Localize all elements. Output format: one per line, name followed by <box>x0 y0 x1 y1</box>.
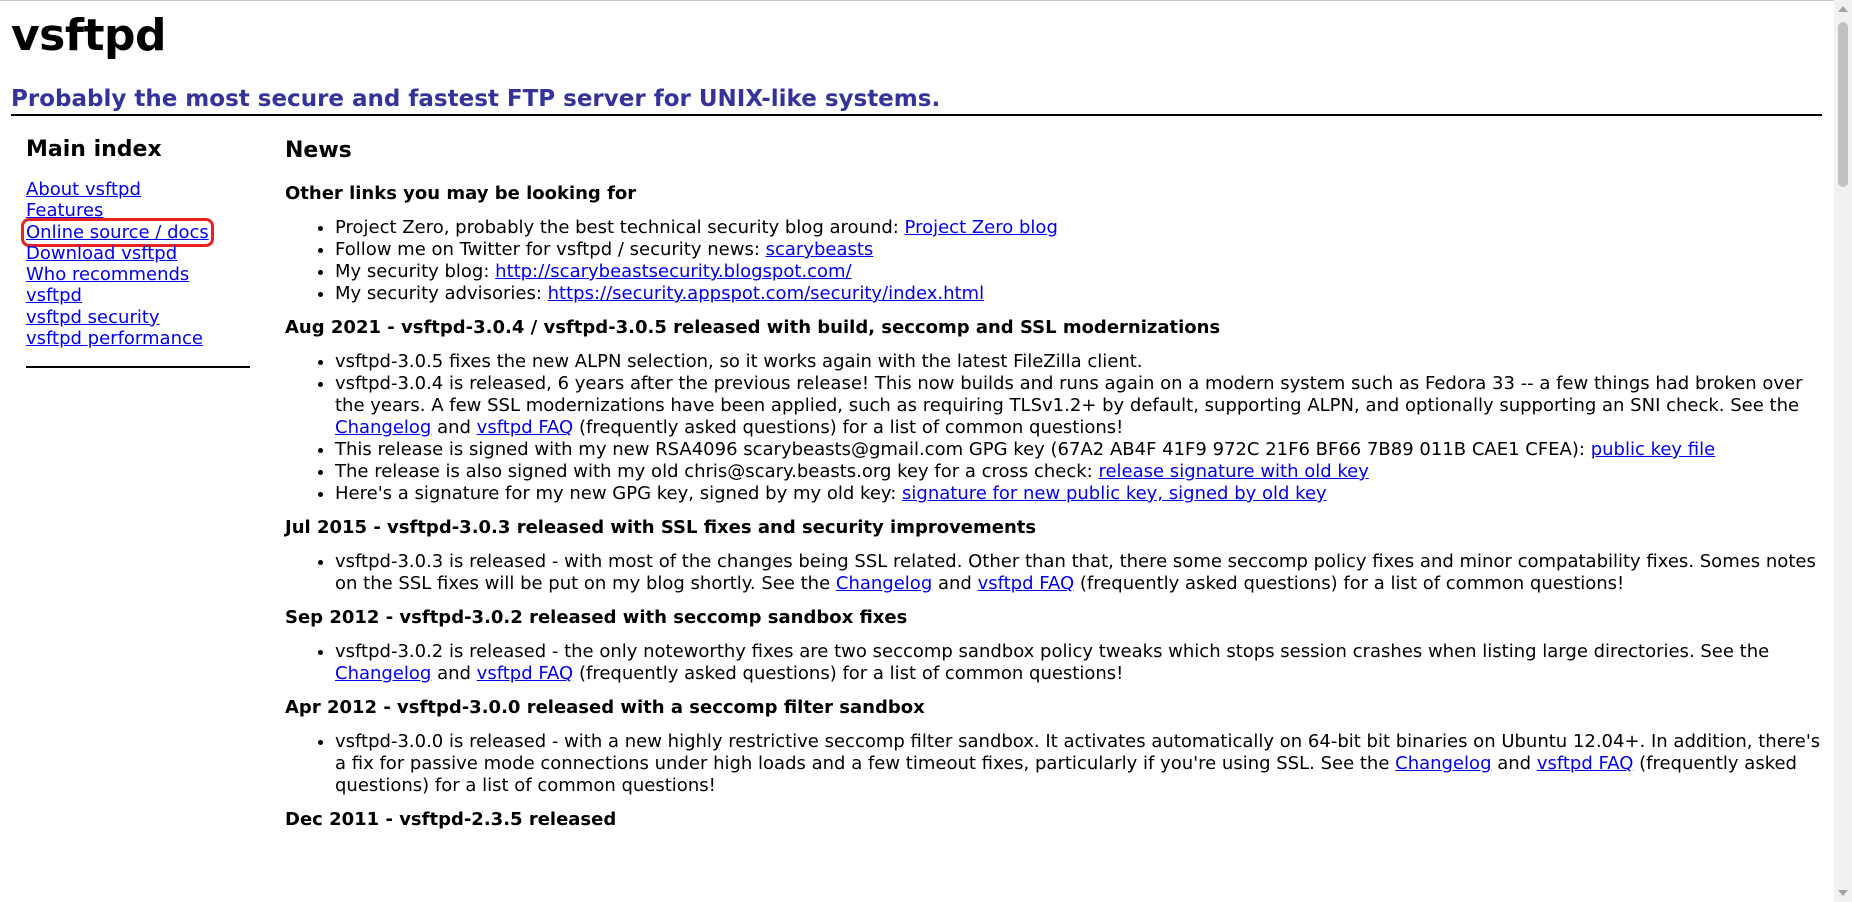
link-signature-for-new-public-key-signed-by-old-key[interactable]: signature for new public key, signed by old key <box>902 483 1327 504</box>
list-item-text: vsftpd-3.0.2 is released - the only noteworthy fixes are two seccomp sandbox policy tweaks which stops session crashes when listing large directories. See the <box>335 641 1770 662</box>
link-project-zero-blog[interactable]: Project Zero blog <box>904 217 1058 238</box>
site-title: vsftpd <box>11 10 167 61</box>
news-section-title: Sep 2012 - vsftpd-3.0.2 released with seccomp sandbox fixes <box>285 607 908 628</box>
news-section-title: Dec 2011 - vsftpd-2.3.5 released <box>285 809 617 830</box>
sidebar-item-features <box>26 200 250 221</box>
list-item-text: and <box>431 663 477 684</box>
news-section-title: Aug 2021 - vsftpd-3.0.4 / vsftpd-3.0.5 released with build, seccomp and SSL modernizations <box>285 317 1221 338</box>
link-changelog[interactable]: Changelog <box>335 663 432 684</box>
sidebar-link-who-recommends[interactable]: Who recommends <box>26 264 190 286</box>
sidebar-menu <box>26 179 250 349</box>
link-release-signature-with-old-key[interactable]: release signature with old key <box>1098 461 1369 482</box>
link-vsftpd-faq[interactable]: vsftpd FAQ <box>476 417 574 438</box>
list-item <box>335 439 1821 461</box>
scrollbar-thumb[interactable] <box>1838 22 1848 187</box>
sidebar-item-vsftpd-performance <box>26 328 250 349</box>
list-item-text: and <box>932 573 978 594</box>
list-item <box>335 551 1821 595</box>
list-item <box>335 261 1821 283</box>
link-public-key-file[interactable]: public key file <box>1590 439 1716 460</box>
sidebar-item-vsftpd-security <box>26 307 250 328</box>
news-section-list <box>285 551 1821 595</box>
list-item-text: This release is signed with my new RSA4096 scarybeasts@gmail.com GPG key (67A2 AB4F 41F9 972C 21F6 BF66 7B89 011B CAE1 CFEA): <box>335 439 1591 460</box>
list-item <box>335 641 1821 685</box>
link-https-security-appspot-com-security-index-html[interactable]: https://security.appspot.com/security/index.html <box>547 283 985 304</box>
list-item-text: vsftpd-3.0.4 is released, 6 years after the previous release! This now builds and runs again on a modern system such as Fedora 33 -- a few things had broken over the years. A few SSL modernizations have been applied, such as requiring TLSv1.2+ by default, supporting ALPN, and optionally supporting an SNI check. See the <box>335 373 1803 416</box>
sidebar-heading: Main index <box>26 137 162 162</box>
list-item <box>335 461 1821 483</box>
link-changelog[interactable]: Changelog <box>335 417 432 438</box>
news-section-list <box>285 731 1821 797</box>
list-item <box>335 283 1821 305</box>
list-item-text: vsftpd-3.0.0 is released - with a new highly restrictive seccomp filter sandbox. It activates automatically on 64-bit bit binaries on Ubuntu 12.04+. In addition, there's a fix for passive mode connections under high loads and a few timeout fixes, particularly if you're using SSL. See the <box>335 731 1821 774</box>
news-content <box>285 137 1821 831</box>
list-item-text: Follow me on Twitter for vsftpd / security news: <box>335 239 766 260</box>
link-http-scarybeastsecurity-blogspot-com[interactable]: http://scarybeastsecurity.blogspot.com/ <box>495 261 852 282</box>
list-item-text: (frequently asked questions) for a list of common questions! <box>1074 573 1625 594</box>
sidebar <box>26 136 250 349</box>
news-section-list <box>285 641 1821 685</box>
list-item-text: Project Zero, probably the best technical security blog around: <box>335 217 905 238</box>
sidebar-link-features[interactable]: Features <box>26 200 104 222</box>
sidebar-item-about-vsftpd <box>26 179 250 200</box>
list-item <box>335 239 1821 261</box>
news-section-title: Other links you may be looking for <box>285 183 637 204</box>
list-item <box>335 483 1821 505</box>
link-vsftpd-faq[interactable]: vsftpd FAQ <box>476 663 574 684</box>
sidebar-link-vsftpd-security[interactable]: vsftpd security <box>26 306 160 328</box>
sidebar-divider <box>26 366 250 368</box>
list-item-text: The release is also signed with my old chris@scary.beasts.org key for a cross check: <box>335 461 1099 482</box>
news-section-list <box>285 351 1821 505</box>
list-item <box>335 731 1821 797</box>
news-heading: News <box>285 138 352 163</box>
sidebar-link-about-vsftpd[interactable]: About vsftpd <box>26 179 141 200</box>
scroll-down-arrow-icon[interactable] <box>1838 890 1848 896</box>
list-item <box>335 373 1821 439</box>
list-item <box>335 351 1821 373</box>
list-item <box>335 217 1821 239</box>
link-scarybeasts[interactable]: scarybeasts <box>765 239 874 260</box>
list-item-text: My security blog: <box>335 261 496 282</box>
list-item-text: (frequently asked questions) for a list of common questions! <box>573 663 1124 684</box>
news-sections <box>285 183 1821 831</box>
link-vsftpd-faq[interactable]: vsftpd FAQ <box>977 573 1075 594</box>
list-item-text: My security advisories: <box>335 283 548 304</box>
list-item-text: and <box>431 417 477 438</box>
site-tagline: Probably the most secure and fastest FTP server for UNIX-like systems. <box>11 86 941 112</box>
sidebar-item-who-recommends <box>26 264 250 285</box>
list-item-text: (frequently asked questions) for a list of common questions! <box>573 417 1124 438</box>
list-item-text: vsftpd-3.0.3 is released - with most of the changes being SSL related. Other than that, there some seccomp policy fixes and minor compatability fixes. Somes notes on the SSL fixes will be put on my blog shortly. See the <box>335 551 1816 594</box>
news-section-list <box>285 217 1821 305</box>
news-section-title: Jul 2015 - vsftpd-3.0.3 released with SSL fixes and security improvements <box>285 517 1037 538</box>
list-item-text: vsftpd-3.0.5 fixes the new ALPN selection, so it works again with the latest FileZilla client. <box>335 351 1143 372</box>
top-border <box>0 0 1852 1</box>
link-changelog[interactable]: Changelog <box>1395 753 1492 774</box>
scroll-up-arrow-icon[interactable] <box>1838 6 1848 12</box>
news-section-title: Apr 2012 - vsftpd-3.0.0 released with a seccomp filter sandbox <box>285 697 925 718</box>
list-item-text: Here's a signature for my new GPG key, signed by my old key: <box>335 483 903 504</box>
sidebar-link-download-vsftpd[interactable]: Download vsftpd <box>26 242 178 264</box>
sidebar-item-download-vsftpd <box>26 243 250 264</box>
link-vsftpd-faq[interactable]: vsftpd FAQ <box>1536 753 1634 774</box>
sidebar-link-vsftpd[interactable]: vsftpd <box>26 285 82 307</box>
list-item-text: (frequently asked questions) for a list of common questions! <box>335 753 1797 796</box>
list-item-text: and <box>1491 753 1537 774</box>
sidebar-item-online-source-docs <box>26 222 250 243</box>
link-changelog[interactable]: Changelog <box>835 573 933 594</box>
sidebar-link-online-source-docs[interactable]: Online source / docs <box>26 221 209 243</box>
header-divider <box>11 114 1822 116</box>
sidebar-item-vsftpd <box>26 285 250 306</box>
vertical-scrollbar[interactable] <box>1834 0 1852 902</box>
sidebar-link-vsftpd-performance[interactable]: vsftpd performance <box>26 328 203 350</box>
